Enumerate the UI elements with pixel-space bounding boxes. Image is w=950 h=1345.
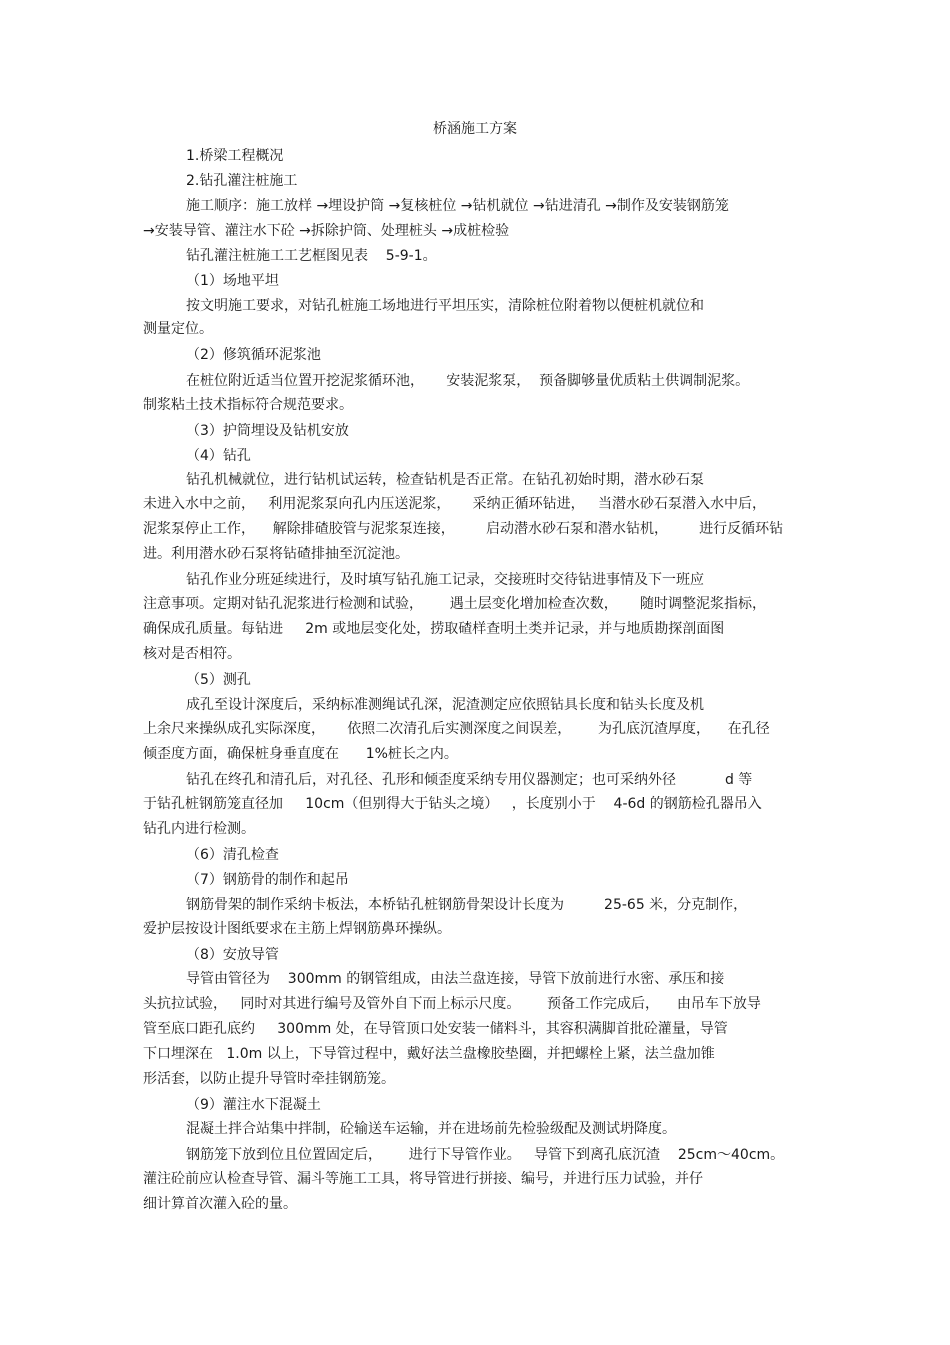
subsection-heading: （7）钢筋骨的制作和起吊 [186,872,349,888]
paragraph-line: 管至底口距孔底约 300mm 处，在导管顶口处安装一储料斗，其容积满脚首批砼灌量，导管 [143,1021,728,1037]
paragraph-line: 成孔至设计深度后，采纳标准测绳试孔深，泥渣测定应依照钻具长度和钻头长度及机 [186,697,704,713]
paragraph-line: 施工顺序：施工放样 →埋设护筒 →复核桩位 →钻机就位 →钻进清孔 →制作及安装钢筋笼 [186,198,729,214]
paragraph-line: 制浆粘土技术指标符合规范要求。 [143,397,353,413]
paragraph-line: 倾歪度方面，确保桩身垂直度在 1%桩长之内。 [143,746,458,762]
paragraph-line: 爱护层按设计图纸要求在主筋上焊钢筋鼻环操纵。 [143,921,451,937]
paragraph-line: 钻孔作业分班延续进行，及时填写钻孔施工记录，交接班时交待钻进事情及下一班应 [186,572,704,588]
paragraph-line: 钻孔内进行检测。 [143,821,255,837]
paragraph-line: 上余尺来操纵成孔实际深度， 依照二次清孔后实测深度之间误差， 为孔底沉渣厚度， 在孔径 [143,721,770,737]
paragraph-line: 形活套，以防止提升导管时牵挂钢筋笼。 [143,1071,395,1087]
paragraph-line: 按文明施工要求，对钻孔桩施工场地进行平坦压实，清除桩位附着物以便桩机就位和 [186,298,704,314]
subsection-heading: （6）清孔检查 [186,847,279,863]
subsection-heading: （1）场地平坦 [186,273,279,289]
subsection-heading: （9）灌注水下混凝土 [186,1097,321,1113]
paragraph-line: 在桩位附近适当位置开挖泥浆循环池， 安装泥浆泵， 预备脚够量优质粘土供调制泥浆。 [186,373,750,389]
subsection-heading: （3）护筒埋设及钻机安放 [186,423,349,439]
paragraph-line: 钻孔灌注桩施工工艺框图见表 5-9-1。 [186,248,437,264]
subsection-heading: （8）安放导管 [186,947,279,963]
paragraph-line: 钻孔在终孔和清孔后，对孔径、孔形和倾歪度采纳专用仪器测定；也可采纳外径 d 等 [186,772,753,788]
paragraph-line: 于钻孔桩钢筋笼直径加 10cm（但别得大于钻头之境） ，长度别小于 4-6d 的钢筋检孔器吊入 [143,796,762,812]
paragraph-line: 头抗拉试验， 同时对其进行编号及管外自下而上标示尺度。 预备工作完成后， 由吊车下放导 [143,996,761,1012]
paragraph-line: 混凝土拌合站集中拌制，砼输送车运输，并在进场前先检验级配及测试坍降度。 [186,1121,676,1137]
section-heading: 2.钻孔灌注桩施工 [186,173,298,189]
section-heading: 1.桥梁工程概况 [186,148,284,164]
paragraph-line: 细计算首次灌入砼的量。 [143,1196,297,1212]
subsection-heading: （5）测孔 [186,672,251,688]
paragraph-line: 灌注砼前应认检查导管、漏斗等施工工具，将导管进行拼接、编号，并进行压力试验，并仔 [143,1171,703,1187]
document-title: 桥涵施工方案 [433,121,517,137]
subsection-heading: （2）修筑循环泥浆池 [186,347,321,363]
paragraph-line: 注意事项。定期对钻孔泥浆进行检测和试验， 遇土层变化增加检查次数， 随时调整泥浆指标， [143,596,766,612]
paragraph-line: 未进入水中之前， 利用泥浆泵向孔内压送泥浆， 采纳正循环钻进， 当潜水砂石泵潜入水中后， [143,496,766,512]
paragraph-line: 核对是否相符。 [143,646,241,662]
paragraph-line: 钻孔机械就位，进行钻机试运转，检查钻机是否正常。在钻孔初始时期，潜水砂石泵 [186,472,704,488]
subsection-heading: （4）钻孔 [186,448,251,464]
paragraph-line: 进。利用潜水砂石泵将钻碴排抽至沉淀池。 [143,546,409,562]
paragraph-line: 确保成孔质量。每钻进 2m 或地层变化处，捞取碴样查明土类并记录，并与地质勘探剖面图 [143,621,725,637]
paragraph-line: 泥浆泵停止工作， 解除排碴胶管与泥浆泵连接， 启动潜水砂石泵和潜水钻机， 进行反循环钻 [143,521,784,537]
paragraph-line: 钢筋笼下放到位且位置固定后， 进行下导管作业。 导管下到离孔底沉渣 25cm～40cm。 [186,1147,785,1163]
paragraph-line: 下口埋深在 1.0m 以上，下导管过程中，戴好法兰盘橡胶垫圈，并把螺栓上紧，法兰盘加锥 [143,1046,715,1062]
paragraph-line: 钢筋骨架的制作采纳卡板法，本桥钻孔桩钢筋骨架设计长度为 25-65 米，分克制作， [186,897,748,913]
paragraph-line: 导管由管径为 300mm 的钢管组成，由法兰盘连接，导管下放前进行水密、承压和接 [186,971,725,987]
paragraph-line: →安装导管、灌注水下砼 →拆除护筒、处理桩头 →成桩检验 [143,223,510,239]
paragraph-line: 测量定位。 [143,321,213,337]
